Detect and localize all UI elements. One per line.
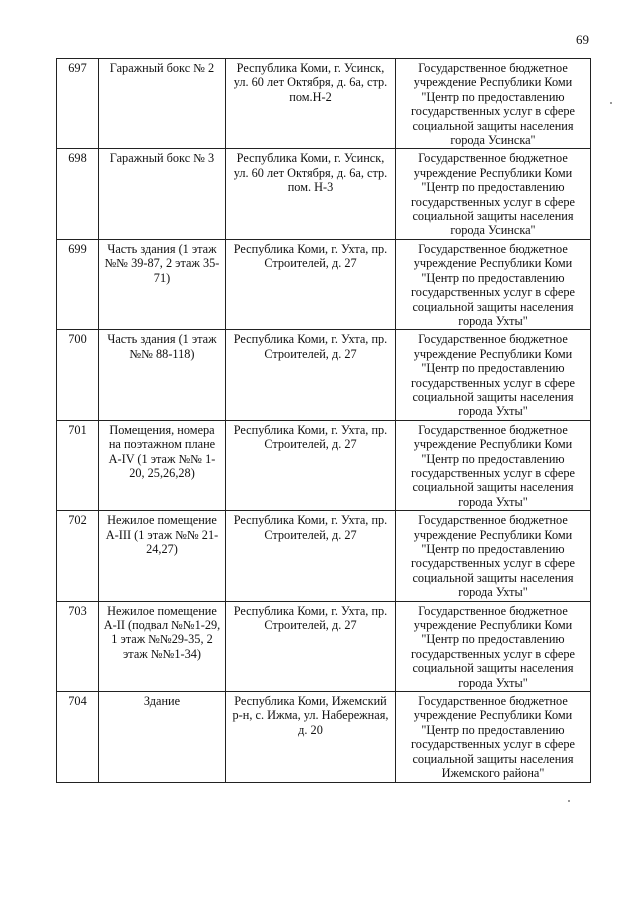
row-number: 703 (57, 601, 99, 691)
object-name: Гаражный бокс № 2 (99, 59, 226, 149)
holder-organization: Государственное бюджетное учреждение Республики Коми "Центр по предоставлению государственных услуг в сфере социальной защиты населения города Ухты" (396, 420, 591, 510)
row-number: 702 (57, 511, 99, 601)
scan-speck (610, 102, 612, 104)
object-name: Помещения, номера на поэтажном плане A-IV (1 этаж №№ 1-20, 25,26,28) (99, 420, 226, 510)
holder-organization: Государственное бюджетное учреждение Республики Коми "Центр по предоставлению государственных услуг в сфере социальной защиты населения города Ухты" (396, 239, 591, 329)
object-name: Часть здания (1 этаж №№ 39-87, 2 этаж 35-71) (99, 239, 226, 329)
table-row (57, 601, 591, 691)
row-number: 697 (57, 59, 99, 149)
table-row (57, 420, 591, 510)
table-row (57, 59, 591, 149)
table-row (57, 239, 591, 329)
object-name: Гаражный бокс № 3 (99, 149, 226, 239)
table-row (57, 692, 591, 782)
property-registry-table (56, 58, 591, 783)
object-name: Часть здания (1 этаж №№ 88-118) (99, 330, 226, 420)
row-number: 701 (57, 420, 99, 510)
object-address: Республика Коми, г. Ухта, пр. Строителей, д. 27 (226, 601, 396, 691)
table-row (57, 511, 591, 601)
table-row (57, 330, 591, 420)
object-address: Республика Коми, г. Ухта, пр. Строителей, д. 27 (226, 239, 396, 329)
row-number: 700 (57, 330, 99, 420)
object-name: Здание (99, 692, 226, 782)
object-name: Нежилое помещение A-III (1 этаж №№ 21-24,27) (99, 511, 226, 601)
holder-organization: Государственное бюджетное учреждение Республики Коми "Центр по предоставлению государственных услуг в сфере социальной защиты населения города Усинска" (396, 59, 591, 149)
object-address: Республика Коми, Ижемский р-н, с. Ижма, ул. Набережная, д. 20 (226, 692, 396, 782)
object-name: Нежилое помещение A-II (подвал №№1-29, 1 этаж №№29-35, 2 этаж №№1-34) (99, 601, 226, 691)
object-address: Республика Коми, г. Усинск, ул. 60 лет Октября, д. 6а, стр. пом.Н-2 (226, 59, 396, 149)
row-number: 698 (57, 149, 99, 239)
holder-organization: Государственное бюджетное учреждение Республики Коми "Центр по предоставлению государственных услуг в сфере социальной защиты населения города Ухты" (396, 511, 591, 601)
scan-speck (568, 800, 570, 802)
holder-organization: Государственное бюджетное учреждение Республики Коми "Центр по предоставлению государственных услуг в сфере социальной защиты населения города Ухты" (396, 330, 591, 420)
object-address: Республика Коми, г. Ухта, пр. Строителей, д. 27 (226, 511, 396, 601)
page-number: 69 (576, 32, 589, 47)
holder-organization: Государственное бюджетное учреждение Республики Коми "Центр по предоставлению государственных услуг в сфере социальной защиты населения города Усинска" (396, 149, 591, 239)
row-number: 704 (57, 692, 99, 782)
object-address: Республика Коми, г. Ухта, пр. Строителей, д. 27 (226, 330, 396, 420)
object-address: Республика Коми, г. Ухта, пр. Строителей, д. 27 (226, 420, 396, 510)
holder-organization: Государственное бюджетное учреждение Республики Коми "Центр по предоставлению государственных услуг в сфере социальной защиты населения Ижемского района" (396, 692, 591, 782)
object-address: Республика Коми, г. Усинск, ул. 60 лет Октября, д. 6а, стр. пом. Н-3 (226, 149, 396, 239)
holder-organization: Государственное бюджетное учреждение Республики Коми "Центр по предоставлению государственных услуг в сфере социальной защиты населения города Ухты" (396, 601, 591, 691)
table-row (57, 149, 591, 239)
row-number: 699 (57, 239, 99, 329)
